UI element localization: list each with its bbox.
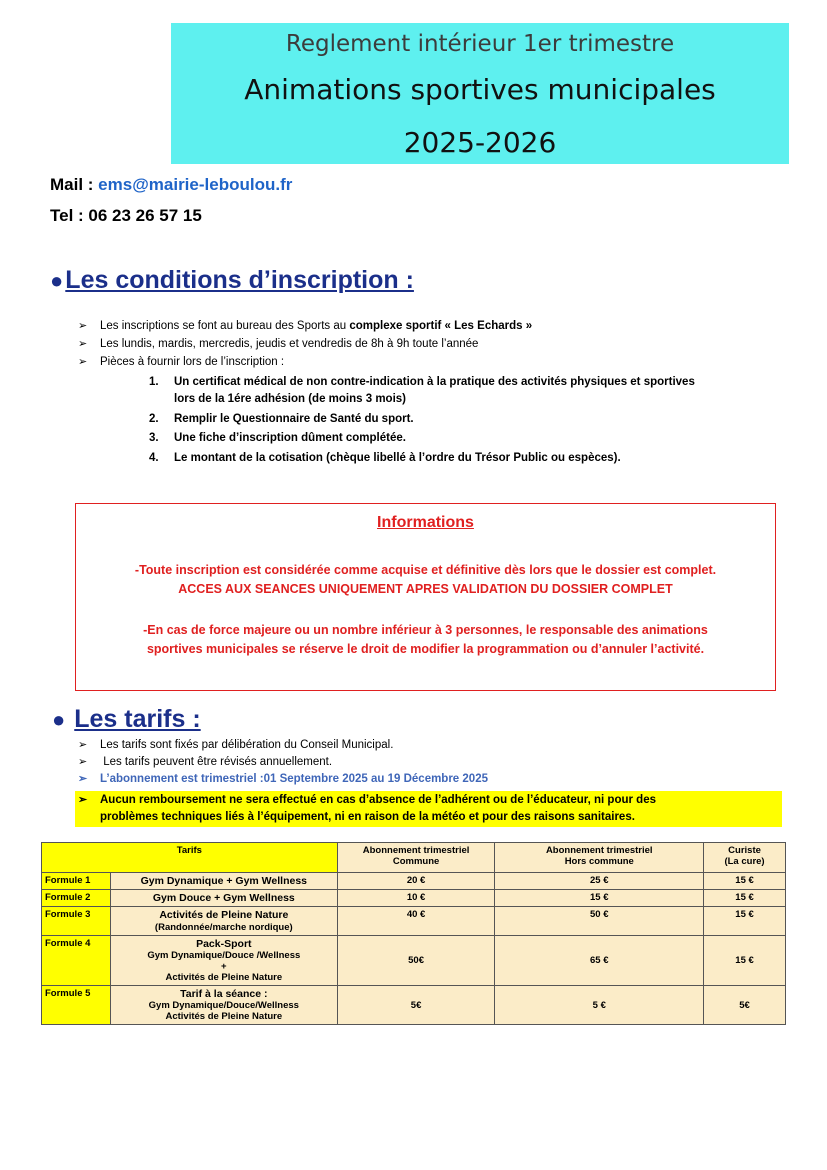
header-curiste: Curiste (La cure) [704, 843, 786, 873]
table-header-row [42, 843, 786, 873]
price-hors-commune: 5 € [495, 986, 704, 1025]
price-hors-commune: 15 € [495, 890, 704, 907]
numbered-item: 2. Remplir le Questionnaire de Santé du sport. [149, 413, 414, 425]
formule-label: Formule 4 [42, 936, 111, 986]
price-commune: 20 € [337, 873, 495, 890]
price-curiste: 15 € [704, 907, 786, 936]
mail-label: Mail : [50, 175, 99, 194]
formule-desc: Gym Dynamique + Gym Wellness [110, 873, 337, 890]
numbered-item: 4. Le montant de la cotisation (chèque libellé à l’ordre du Trésor Public ou espèces). [149, 452, 621, 464]
title-banner [171, 23, 789, 164]
formule-label: Formule 3 [42, 907, 111, 936]
formule-label: Formule 5 [42, 986, 111, 1025]
contact-tel: Tel : 06 23 26 57 15 [50, 206, 202, 225]
table-row [42, 873, 786, 890]
arrow-bullet-icon: ➢ [78, 773, 88, 785]
banner-line-2: Animations sportives municipales [244, 73, 716, 106]
banner-line-1: Reglement intérieur 1er trimestre [285, 31, 675, 57]
list-item: ➢ Les tarifs peuvent être révisés annuellement. [78, 754, 332, 771]
informations-title: Informations [377, 514, 474, 531]
tarifs-heading: ● Les tarifs : [52, 705, 201, 733]
formule-desc: Gym Douce + Gym Wellness [110, 890, 337, 907]
info-text: sportives municipales se réserve le droit de modifier la programmation ou d’annuler l’activité. [146, 642, 705, 656]
tarifs-list [0, 737, 827, 832]
arrow-bullet-icon: ➢ [78, 320, 88, 332]
price-curiste: 5€ [704, 986, 786, 1025]
header-commune: Abonnement trimestriel Commune [337, 843, 495, 873]
table-row [42, 890, 786, 907]
arrow-bullet-icon: ➢ [78, 356, 88, 368]
arrow-bullet-icon: ➢ [78, 739, 88, 751]
formule-label: Formule 1 [42, 873, 111, 890]
price-curiste: 15 € [704, 890, 786, 907]
table-row [42, 907, 786, 936]
informations-box [75, 503, 776, 691]
price-commune: 50€ [337, 936, 495, 986]
formule-desc: Tarif à la séance : Gym Dynamique/Douce/Wellness Activités de Pleine Nature [110, 986, 337, 1025]
header-tarifs: Tarifs [42, 843, 338, 873]
header-hors-commune: Abonnement trimestriel Hors commune [495, 843, 704, 873]
formule-desc: Activités de Pleine Nature (Randonnée/marche nordique) [110, 907, 337, 936]
contact-mail [50, 175, 292, 195]
price-commune: 10 € [337, 890, 495, 907]
table-row [42, 986, 786, 1025]
list-item: ➢ Pièces à fournir lors de l’inscription : [78, 354, 284, 371]
banner-line-3: 2025-2026 [403, 126, 557, 159]
info-text: -En cas de force majeure ou un nombre inférieur à 3 personnes, le responsable des animations [143, 623, 708, 637]
arrow-bullet-icon: ➢ [78, 794, 88, 806]
info-text: -Toute inscription est considérée comme acquise et définitive dès lors que le dossier est complet. [134, 563, 717, 577]
formule-label: Formule 2 [42, 890, 111, 907]
conditions-heading: ●Les conditions d’inscription : [50, 266, 414, 294]
warning-highlight: ➢ Aucun remboursement ne sera effectué en cas d’absence de l’adhérent ou de l’éducateur, ni pour des problèmes techniques liés à l’équipement, ni en raison de la météo et pour des raisons sanitaires. [75, 791, 782, 827]
info-text: ACCES AUX SEANCES UNIQUEMENT APRES VALIDATION DU DOSSIER COMPLET [178, 582, 673, 596]
mail-link[interactable]: ems@mairie-leboulou.fr [98, 175, 293, 194]
conditions-list [78, 318, 798, 378]
price-curiste: 15 € [704, 873, 786, 890]
price-commune: 5€ [337, 986, 495, 1025]
list-item: ➢ Les tarifs sont fixés par délibération du Conseil Municipal. [78, 737, 393, 754]
arrow-bullet-icon: ➢ [78, 338, 88, 350]
table-row [42, 936, 786, 986]
list-item: ➢ Les lundis, mardis, mercredis, jeudis et vendredis de 8h à 9h toute l’année [78, 336, 478, 353]
price-hors-commune: 25 € [495, 873, 704, 890]
tarifs-table [41, 842, 786, 1025]
bullet-icon: ● [52, 707, 66, 732]
list-item: ➢ Les inscriptions se font au bureau des Sports au complexe sportif « Les Echards » [78, 318, 532, 335]
price-hors-commune: 50 € [495, 907, 704, 936]
formule-desc: Pack-Sport Gym Dynamique/Douce /Wellness + Activités de Pleine Nature [110, 936, 337, 986]
arrow-bullet-icon: ➢ [78, 756, 88, 768]
bullet-icon: ● [50, 268, 64, 293]
list-item: ➢ L’abonnement est trimestriel :01 Septembre 2025 au 19 Décembre 2025 [78, 771, 488, 788]
price-hors-commune: 65 € [495, 936, 704, 986]
price-commune: 40 € [337, 907, 495, 936]
numbered-item: 1. Un certificat médical de non contre-indication à la pratique des activités physiques et sportives lors de la 1ére adhésion (de moins 3 mois) [149, 376, 695, 405]
price-curiste: 15 € [704, 936, 786, 986]
numbered-item: 3. Une fiche d’inscription dûment complétée. [149, 432, 406, 444]
